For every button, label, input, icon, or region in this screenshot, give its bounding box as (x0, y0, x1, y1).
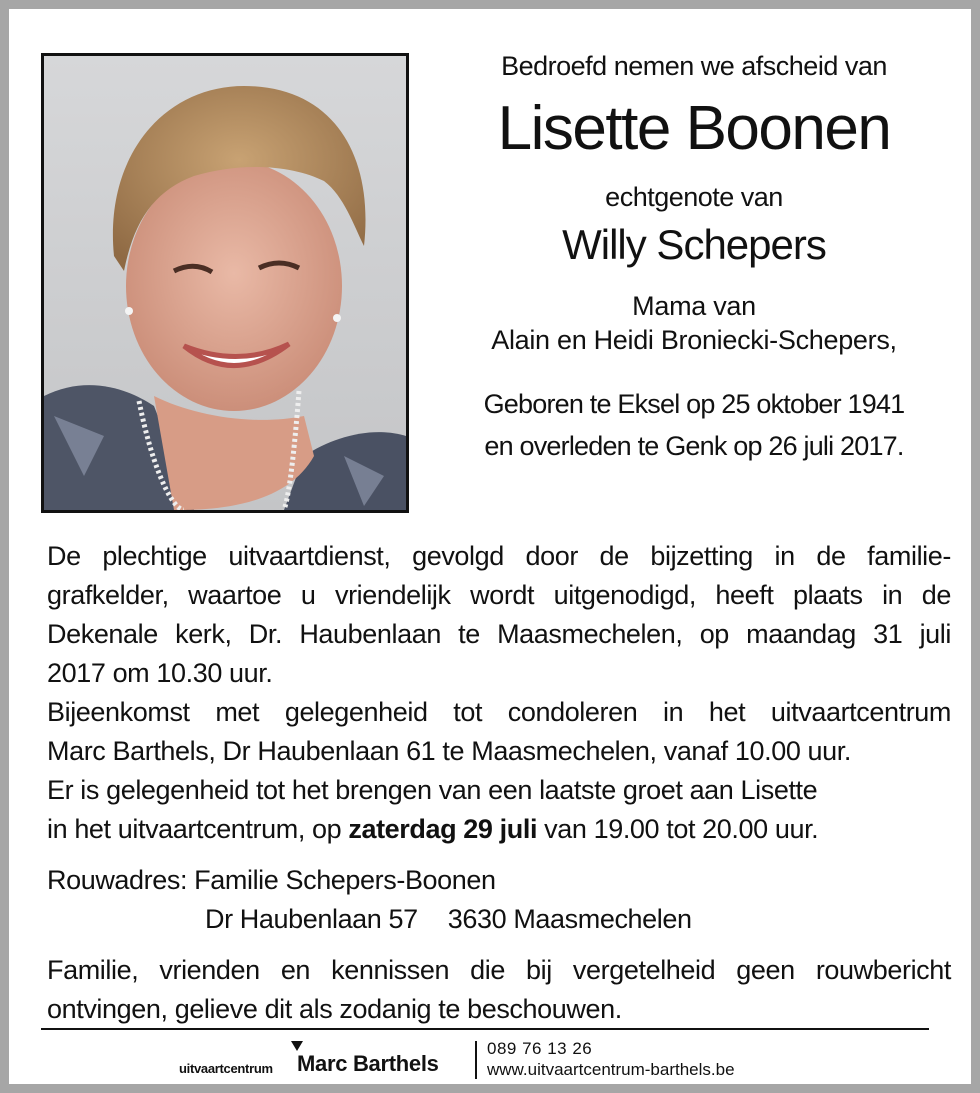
death-text: en overleden te Genk op 26 juli 2017. (484, 431, 904, 461)
deceased-name: Lisette Boonen (497, 94, 891, 163)
divider (41, 1028, 929, 1030)
notice-paragraph (47, 951, 951, 1029)
portrait-photo (41, 53, 409, 513)
gathering-line: Er is gelegenheid tot het brengen van een laatste groet aan Lisette (47, 775, 818, 805)
service-paragraph (47, 537, 951, 693)
service-line: De plechtige uitvaartdienst, gevolgd door de bijzetting in de familie- (47, 541, 951, 571)
service-line: Dekenale kerk, Dr. Haubenlaan te Maasmechelen, op maandag 31 juli (47, 619, 951, 649)
children-names: Alain en Heidi Broniecki-Schepers, (491, 325, 897, 355)
relation-text: echtgenote van (605, 182, 783, 212)
footer-brand (179, 1039, 879, 1087)
address-line: Rouwadres: Familie Schepers-Boonen (47, 865, 496, 895)
service-line: 2017 om 10.30 uur. (47, 658, 273, 688)
portrait-image (44, 56, 406, 510)
website-link[interactable]: www.uitvaartcentrum-barthels.be (487, 1060, 735, 1079)
brand-small-text: uitvaartcentrum (179, 1061, 273, 1076)
phone-number: 089 76 13 26 (487, 1039, 593, 1058)
header-block (429, 47, 959, 467)
address-street-line (47, 900, 951, 939)
address-street: Dr Haubenlaan 57 (205, 904, 418, 934)
birth-text: Geboren te Eksel op 25 oktober 1941 (483, 389, 905, 419)
gathering-line: Marc Barthels, Dr Haubenlaan 61 te Maasmechelen, vanaf 10.00 uur. (47, 736, 851, 766)
brand-name: Marc Barthels (297, 1051, 439, 1076)
visit-date: zaterdag 29 juli (348, 814, 538, 844)
notice-line: ontvingen, gelieve dit als zodanig te beschouwen. (47, 994, 622, 1024)
visit-prefix: in het uitvaartcentrum, op (47, 814, 349, 844)
body-text (47, 537, 951, 1029)
gathering-line: Bijeenkomst met gelegenheid tot condoleren in het uitvaartcentrum (47, 697, 951, 727)
footer-divider (475, 1041, 477, 1079)
service-line: grafkelder, waartoe u vriendelijk wordt uitgenodigd, heeft plaats in de (47, 580, 951, 610)
mama-text: Mama van (632, 291, 756, 321)
visit-suffix: van 19.00 tot 20.00 uur. (537, 814, 819, 844)
address-block (47, 861, 951, 939)
gathering-paragraph (47, 693, 951, 849)
spouse-name: Willy Schepers (562, 221, 826, 268)
visit-line (47, 810, 951, 849)
address-city: 3630 Maasmechelen (447, 904, 692, 934)
notice-line: Familie, vrienden en kennissen die bij vergetelheid geen rouwbericht (47, 955, 951, 985)
intro-text: Bedroefd nemen we afscheid van (501, 51, 887, 81)
brand-triangle-icon (291, 1041, 303, 1051)
